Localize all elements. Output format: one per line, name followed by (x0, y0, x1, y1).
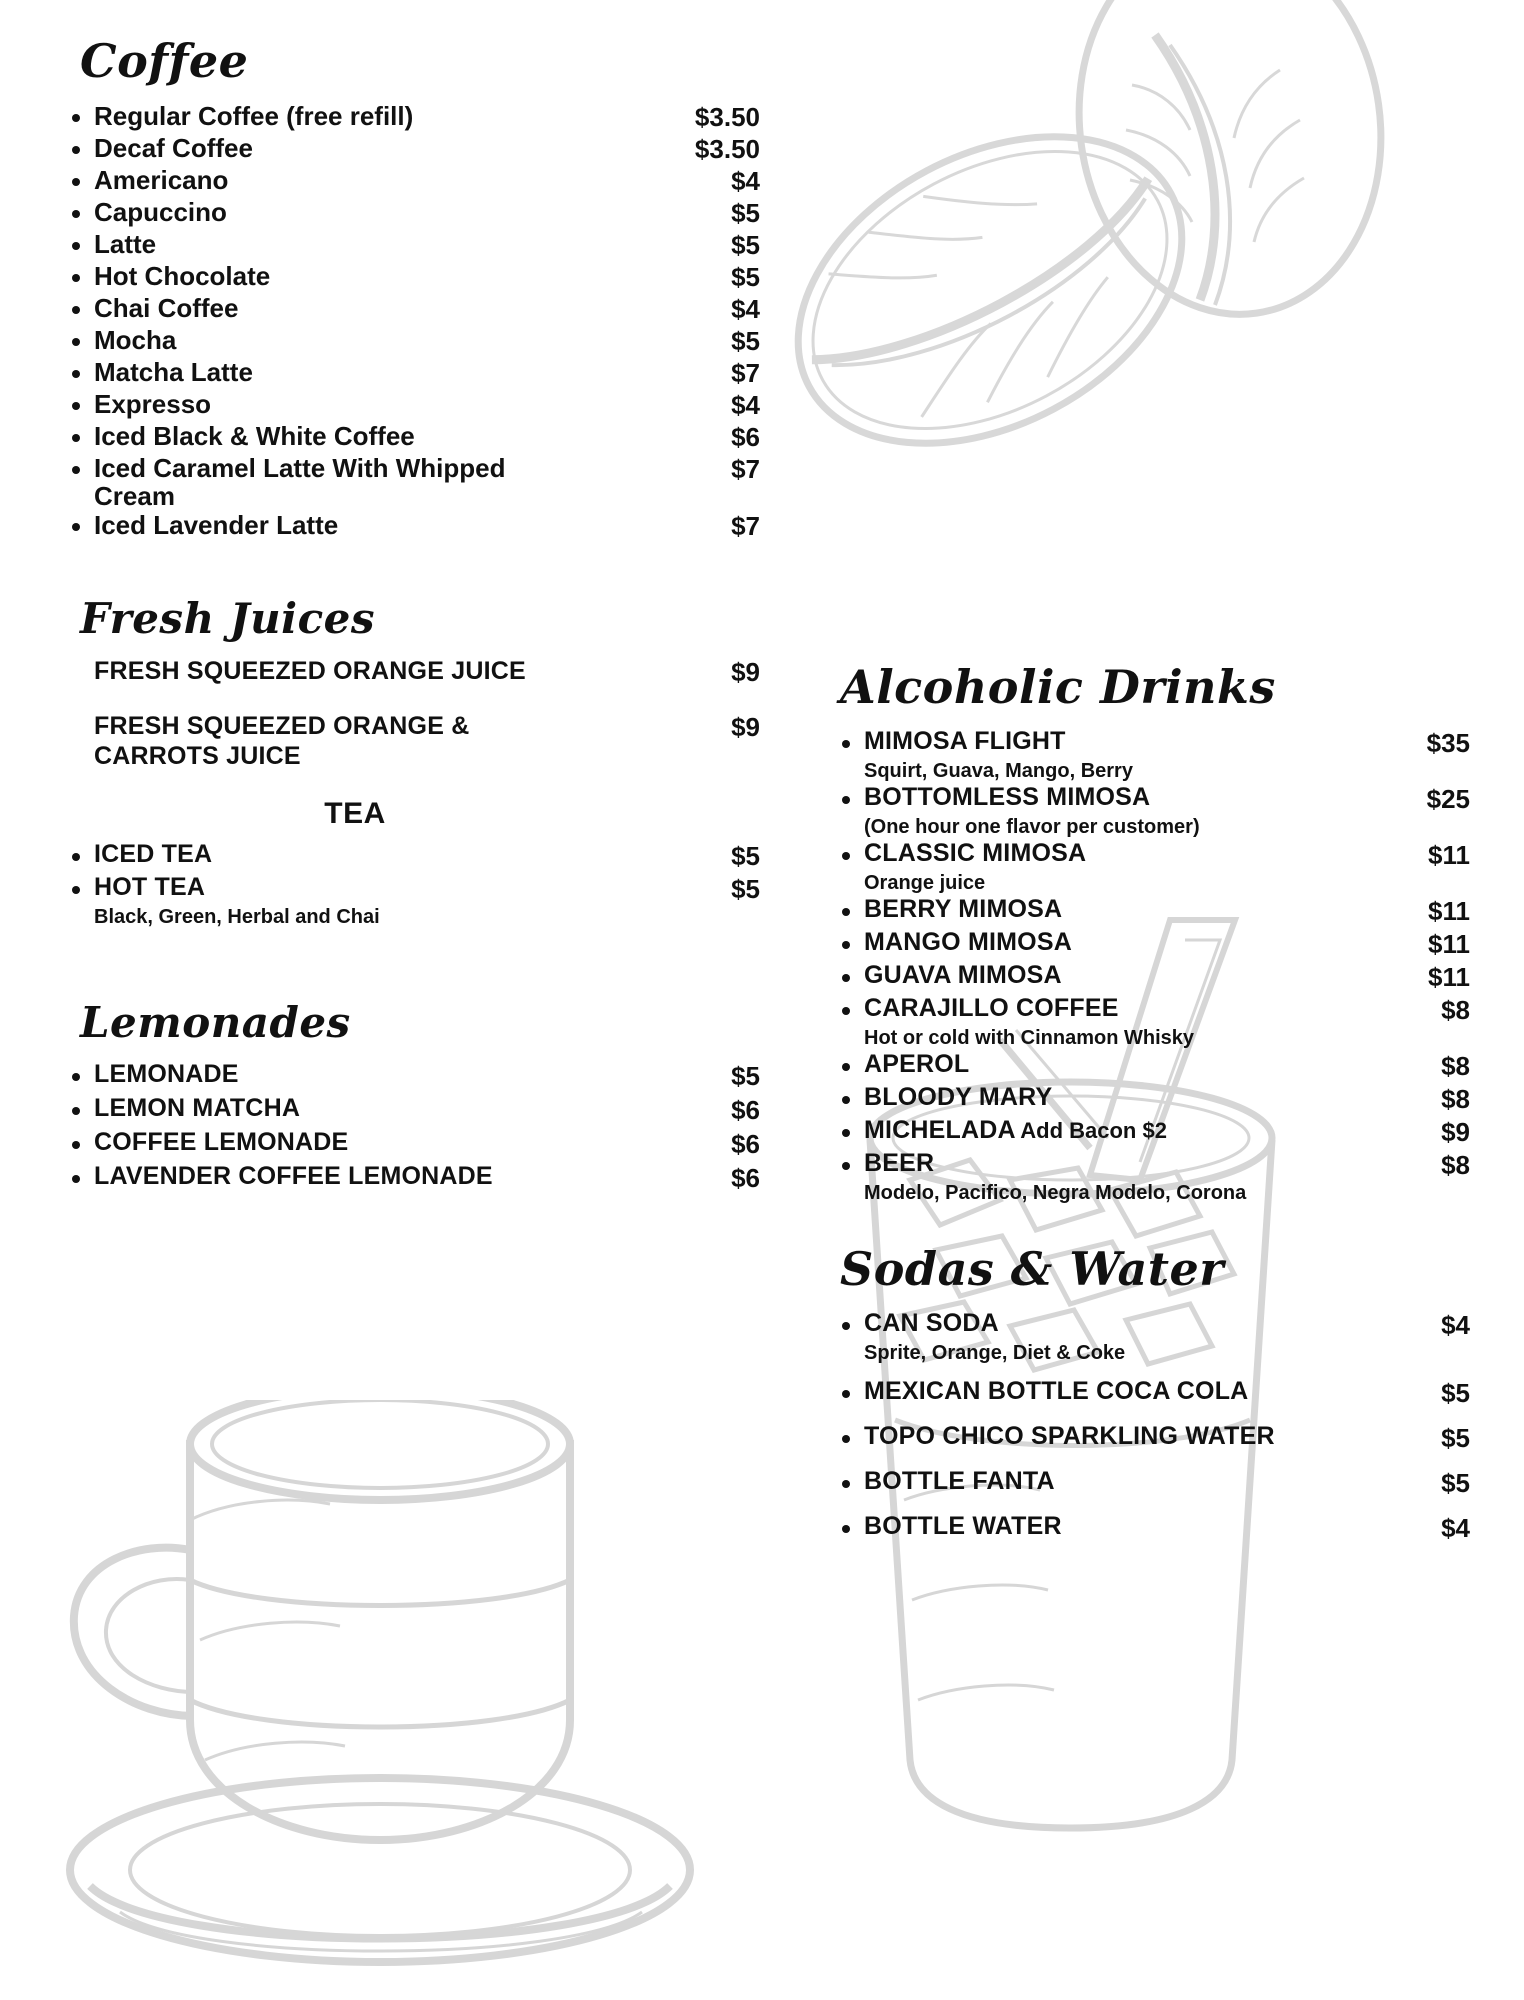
list-item (830, 784, 1470, 838)
item-price: $5 (731, 198, 760, 228)
section-lemonades (60, 998, 760, 1194)
item-name: BERRY MIMOSA (864, 895, 1063, 923)
item-name: CLASSIC MIMOSA (864, 839, 1087, 867)
list-item (60, 230, 760, 261)
item-name: BOTTLE FANTA (864, 1467, 1055, 1495)
section-title-coffee: Coffee (80, 34, 249, 88)
item-name: MANGO MIMOSA (864, 928, 1072, 956)
section-title-sodas-and-water: Sodas & Water (840, 1242, 1225, 1296)
item-price: $3.50 (694, 102, 760, 132)
item-name: MEXICAN BOTTLE COCA COLA (864, 1377, 1249, 1405)
list-item (830, 896, 1470, 927)
list-item (60, 326, 760, 357)
section-sodas-and-water (830, 1242, 1470, 1544)
item-price: $6 (731, 1129, 760, 1160)
list-item (60, 511, 760, 542)
list-item (830, 1378, 1470, 1409)
list-item (60, 712, 760, 771)
item-name: Chai Coffee (94, 293, 239, 323)
item-name: Iced Lavender Latte (94, 510, 339, 541)
item-price: $7 (731, 358, 760, 388)
list-item (60, 102, 760, 133)
section-fresh-juices (60, 594, 760, 771)
item-name: ICED TEA (94, 840, 213, 869)
item-name: LEMON MATCHA (94, 1094, 301, 1123)
tea-item-list (60, 841, 760, 928)
item-description: Modelo, Pacifico, Negra Modelo, Corona (864, 1182, 1247, 1204)
item-price: $5 (731, 326, 760, 356)
item-price: $4 (731, 166, 760, 196)
list-item (830, 1468, 1470, 1499)
list-item (60, 422, 760, 453)
coffee-item-list (60, 102, 760, 542)
item-price: $8 (1441, 1051, 1470, 1081)
item-name: CARAJILLO COFFEE (864, 994, 1119, 1022)
list-item (60, 874, 760, 928)
item-price: $5 (1441, 1468, 1470, 1498)
lemonades-item-list (60, 1061, 760, 1194)
item-name: Matcha Latte (94, 357, 253, 387)
juices-item-list (60, 657, 760, 771)
item-name: TOPO CHICO SPARKLING WATER (864, 1422, 1275, 1450)
list-item (60, 841, 760, 872)
list-item (60, 1129, 760, 1160)
item-name: LAVENDER COFFEE LEMONADE (94, 1162, 493, 1191)
item-price: $6 (731, 1163, 760, 1194)
item-price: $11 (1428, 929, 1470, 959)
item-name: APEROL (864, 1050, 970, 1078)
item-name: FRESH SQUEEZED ORANGE & CARROTS JUICE (94, 712, 470, 770)
item-name: MICHELADA (864, 1116, 1016, 1144)
item-name: Iced Caramel Latte With Whipped Cream (94, 453, 506, 512)
section-title-alcoholic-drinks: Alcoholic Drinks (840, 660, 1276, 714)
section-tea (60, 797, 760, 928)
list-item (60, 262, 760, 293)
item-price: $5 (731, 841, 760, 872)
item-price: $8 (1441, 1084, 1470, 1114)
item-price: $4 (731, 390, 760, 420)
item-name: Latte (94, 229, 157, 259)
item-description: Sprite, Orange, Diet & Coke (864, 1342, 1126, 1364)
item-price: $11 (1428, 840, 1470, 870)
list-item (60, 134, 760, 165)
item-name: Iced Black & White Coffee (94, 421, 415, 451)
item-price: $5 (731, 1061, 760, 1092)
item-price: $5 (1441, 1423, 1470, 1453)
section-title-lemonades: Lemonades (80, 998, 351, 1048)
item-price: $35 (1426, 728, 1470, 758)
list-item (830, 1513, 1470, 1544)
item-name: COFFEE LEMONADE (94, 1128, 349, 1157)
list-item (830, 728, 1470, 782)
list-item (60, 657, 760, 688)
item-description: (One hour one flavor per customer) (864, 816, 1200, 838)
item-name: Expresso (94, 389, 212, 419)
item-price: $9 (1441, 1117, 1470, 1147)
item-price: $11 (1428, 896, 1470, 926)
item-price: $5 (731, 262, 760, 292)
list-item (830, 929, 1470, 960)
section-title-fresh-juices: Fresh Juices (80, 594, 376, 644)
list-item (830, 995, 1470, 1049)
list-item (60, 1163, 760, 1194)
item-price: $4 (731, 294, 760, 324)
item-name: CAN SODA (864, 1309, 999, 1337)
list-item (830, 1084, 1470, 1115)
item-name: BOTTLE WATER (864, 1512, 1062, 1540)
item-price: $8 (1441, 1150, 1470, 1180)
item-description: Orange juice (864, 872, 986, 894)
item-name: MIMOSA FLIGHT (864, 727, 1066, 755)
list-item (830, 1423, 1470, 1454)
item-name: Decaf Coffee (94, 133, 253, 163)
item-price: $6 (731, 1095, 760, 1126)
item-name: Capuccino (94, 197, 227, 227)
section-coffee (60, 34, 760, 542)
item-price: $3.50 (694, 134, 760, 164)
list-item (60, 390, 760, 421)
list-item (830, 1051, 1470, 1082)
list-item (60, 358, 760, 389)
list-item (830, 962, 1470, 993)
alcohol-item-list (830, 728, 1470, 1204)
list-item (830, 1150, 1470, 1204)
left-column (60, 34, 760, 1197)
item-name: LEMONADE (94, 1060, 239, 1089)
item-name: BOTTOMLESS MIMOSA (864, 783, 1151, 811)
item-price: $7 (731, 454, 760, 484)
item-price: $4 (1441, 1513, 1470, 1543)
item-price: $4 (1441, 1310, 1470, 1340)
section-alcoholic-drinks (830, 660, 1470, 1204)
list-item (60, 294, 760, 325)
list-item (60, 1095, 760, 1126)
item-name: BEER (864, 1149, 935, 1177)
sodas-item-list (830, 1310, 1470, 1544)
item-price: $25 (1426, 784, 1470, 814)
item-price: $8 (1441, 995, 1470, 1025)
item-name: FRESH SQUEEZED ORANGE JUICE (94, 657, 526, 686)
list-item (830, 840, 1470, 894)
list-item (60, 1061, 760, 1092)
item-price: $5 (731, 230, 760, 260)
right-column (830, 660, 1470, 1558)
item-name: Hot Chocolate (94, 261, 271, 291)
item-note: Add Bacon $2 (1020, 1118, 1167, 1143)
list-item (830, 1310, 1470, 1364)
item-name: Americano (94, 165, 229, 195)
list-item (60, 166, 760, 197)
item-name: BLOODY MARY (864, 1083, 1053, 1111)
item-price: $6 (731, 422, 760, 452)
list-item (830, 1117, 1470, 1148)
item-price: $7 (731, 511, 760, 542)
list-item (60, 454, 760, 510)
item-name: HOT TEA (94, 873, 206, 902)
item-price: $11 (1428, 962, 1470, 992)
section-title-tea: TEA (324, 797, 386, 831)
item-price: $5 (731, 874, 760, 905)
item-price: $9 (731, 657, 760, 688)
item-description: Black, Green, Herbal and Chai (94, 906, 380, 929)
list-item (60, 198, 760, 229)
item-description: Squirt, Guava, Mango, Berry (864, 760, 1133, 782)
item-price: $5 (1441, 1378, 1470, 1408)
item-description: Hot or cold with Cinnamon Whisky (864, 1027, 1194, 1049)
item-name: GUAVA MIMOSA (864, 961, 1062, 989)
item-name: Regular Coffee (free refill) (94, 101, 414, 131)
item-price: $9 (731, 712, 760, 743)
item-name: Mocha (94, 325, 177, 355)
